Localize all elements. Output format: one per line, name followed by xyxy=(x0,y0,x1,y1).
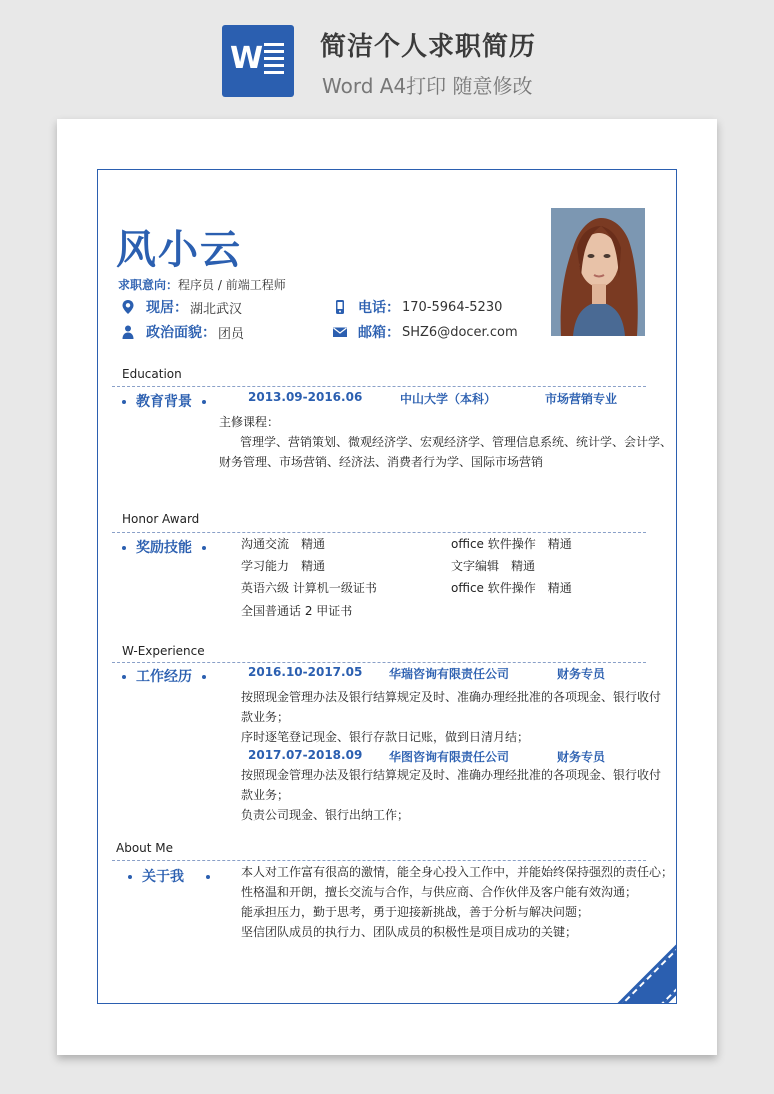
experience-divider xyxy=(112,662,646,663)
resume-page xyxy=(57,119,717,1055)
honor-title: 奖励技能 xyxy=(112,537,216,557)
job-2-line-1: 按照现金管理办法及银行结算规定及时、准确办理经批准的各项现金、银行收付 xyxy=(241,768,662,782)
banner-title: 简洁个人求职简历 xyxy=(320,32,537,62)
about-title: 关于我 xyxy=(118,866,220,886)
about-line-3: 能承担压力，勤于思考，勇于迎接新挑战，善于分析与解决问题； xyxy=(241,905,590,919)
word-icon xyxy=(222,25,294,97)
courses-line-2: 财务管理、市场营销、经济法、消费者行为学、国际市场营销 xyxy=(219,455,544,469)
education-title: 教育背景 xyxy=(112,391,216,411)
political-value: 团员 xyxy=(218,326,245,342)
political-row xyxy=(120,322,244,342)
honor-right-3: office 软件操作 精通 xyxy=(451,581,572,595)
envelope-icon xyxy=(332,324,348,340)
education-en-heading: Education xyxy=(122,367,182,381)
email-label: 邮箱： xyxy=(358,325,400,341)
job-2-role: 财务专员 xyxy=(557,750,606,764)
person-icon xyxy=(120,324,136,340)
resume-frame xyxy=(97,169,677,1004)
job-2-company: 华图咨询有限责任公司 xyxy=(389,750,510,764)
courses-label: 主修课程： xyxy=(219,415,280,429)
honor-left-3: 英语六级 计算机一级证书 xyxy=(241,581,377,595)
about-en-heading: About Me xyxy=(116,841,174,855)
job-1-role: 财务专员 xyxy=(557,667,606,681)
email-value: SHZ6@docer.com xyxy=(402,324,518,340)
residence-label: 现居： xyxy=(146,300,188,316)
about-line-2: 性格温和开朗，擅长交流与合作，与供应商、合作伙伴及客户能有效沟通； xyxy=(241,885,638,899)
corner-ribbon-decoration xyxy=(557,884,677,1004)
word-icon-letter: W xyxy=(230,41,264,76)
political-label: 政治面貌： xyxy=(146,325,216,341)
job-1-line-1: 按照现金管理办法及银行结算规定及时、准确办理经批准的各项现金、银行收付 xyxy=(241,690,662,704)
courses-line-1: 管理学、营销策划、微观经济学、宏观经济学、管理信息系统、统计学、会计学、 xyxy=(240,435,673,449)
honor-right-1: office 软件操作 精通 xyxy=(451,537,572,551)
honor-en-heading: Honor Award xyxy=(122,512,200,526)
phone-row xyxy=(332,297,502,317)
job-1-line-3: 序时逐笔登记现金、银行存款日记账，做到日清月结； xyxy=(241,730,530,744)
about-line-4: 坚信团队成员的执行力、团队成员的积极性是项目成功的关键； xyxy=(241,925,578,939)
job-2-line-3: 负责公司现金、银行出纳工作； xyxy=(241,808,410,822)
candidate-name: 风小云 xyxy=(116,227,242,273)
residence-row xyxy=(120,297,242,317)
job-1-line-2: 款业务； xyxy=(241,710,290,724)
phone-icon xyxy=(332,299,348,315)
job-intent-label: 求职意向： xyxy=(118,278,179,292)
honor-left-1: 沟通交流 精通 xyxy=(241,537,326,551)
phone-value: 170-5964-5230 xyxy=(402,299,503,315)
banner xyxy=(0,0,774,110)
honor-right-2: 文字编辑 精通 xyxy=(451,559,536,573)
experience-en-heading: W-Experience xyxy=(122,644,205,658)
job-intent xyxy=(118,276,286,293)
education-period: 2013.09-2016.06 xyxy=(248,390,363,404)
job-2-period: 2017.07-2018.09 xyxy=(248,748,363,762)
banner-subtitle: Word A4打印 随意修改 xyxy=(322,74,533,98)
education-major: 市场营销专业 xyxy=(545,392,618,406)
education-divider xyxy=(112,386,646,387)
job-1-company: 华瑞咨询有限责任公司 xyxy=(389,667,510,681)
job-1-period: 2016.10-2017.05 xyxy=(248,665,363,679)
location-pin-icon xyxy=(120,299,136,315)
phone-label: 电话： xyxy=(358,300,400,316)
residence-value: 湖北武汉 xyxy=(190,301,243,317)
job-intent-value: 程序员 / 前端工程师 xyxy=(178,278,286,292)
education-school: 中山大学（本科） xyxy=(400,392,497,406)
profile-photo xyxy=(551,208,645,336)
experience-title: 工作经历 xyxy=(112,666,216,686)
about-line-1: 本人对工作富有很高的激情，能全身心投入工作中，并能始终保持强烈的责任心； xyxy=(241,865,674,879)
honor-left-4: 全国普通话 2 甲证书 xyxy=(241,604,353,618)
honor-left-2: 学习能力 精通 xyxy=(241,559,326,573)
email-row xyxy=(332,322,518,342)
job-2-line-2: 款业务； xyxy=(241,788,290,802)
